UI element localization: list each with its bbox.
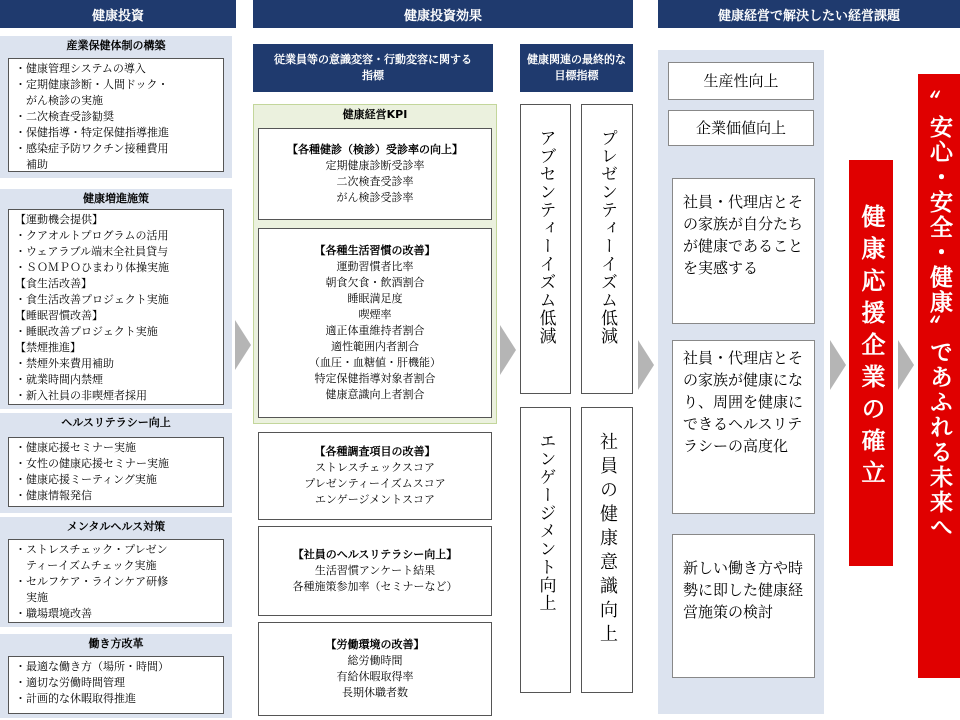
list-item: ・職場環境改善 <box>15 607 92 620</box>
kpi-title: 健康経営KPI <box>342 108 408 121</box>
banner-text: 〞安心・安全・健康〞であふれる未来へ <box>926 90 952 540</box>
list-item: ・計画的な休暇取得推進 <box>15 692 136 705</box>
arrow-right-icon <box>638 340 654 390</box>
section-title: ヘルスリテラシー向上 <box>61 416 171 429</box>
section-list <box>8 209 224 405</box>
kpi-line: 二次検査受診率 <box>336 175 414 188</box>
section-list <box>8 539 224 623</box>
kpi-line: がん検診受診率 <box>336 191 414 204</box>
list-item: ・ウェアラブル端末全社員貸与 <box>15 245 169 258</box>
issue-realize-health: 社員・代理店とその家族が自分たちが健康であることを実感する <box>672 178 815 324</box>
section-title: 産業保健体制の構築 <box>66 39 166 52</box>
issue-corporate-value: 企業価値向上 <box>668 110 814 146</box>
list-item: 実施 <box>15 591 48 604</box>
list-item: 【禁煙推進】 <box>15 341 81 354</box>
list-item: ・ＳＯＭＰＯひまわり体操実施 <box>15 261 169 274</box>
kpi-line: 適性範囲内者割合 <box>331 340 419 353</box>
list-item: ・新入社員の非喫煙者採用 <box>15 389 147 402</box>
issue-new-workstyle: 新しい働き方や時勢に即した健康経営施策の検討 <box>672 534 815 678</box>
kpi-box-literacy <box>258 526 492 616</box>
list-item: ・睡眠改善プロジェクト実施 <box>15 325 158 338</box>
list-item: ・セルフケア・ラインケア研修 <box>15 575 169 588</box>
kpi-line: 喫煙率 <box>358 308 392 321</box>
header-investment: 健康投資 <box>0 0 236 28</box>
kpi-line: 総労働時間 <box>347 654 403 667</box>
issue-productivity: 生産性向上 <box>668 62 814 100</box>
section-title: 健康増進施策 <box>83 192 149 205</box>
kpi-box-lifestyle <box>258 228 492 418</box>
list-item: 補助 <box>15 158 48 171</box>
kpi-line: 定期健康診断受診率 <box>325 159 425 172</box>
kpi-line: 特定保健指導対象者割合 <box>314 372 436 385</box>
section-list <box>8 437 224 507</box>
list-item: ・食生活改善プロジェクト実施 <box>15 293 169 306</box>
list-item: ・就業時間内禁煙 <box>15 373 103 386</box>
list-item: 【食生活改善】 <box>15 277 92 290</box>
kpi-line: エンゲージメントスコア <box>314 493 436 506</box>
arrow-right-icon <box>500 325 516 375</box>
kpi-line: 適正体重維持者割合 <box>325 324 425 337</box>
section-list <box>8 58 224 172</box>
kpi-box-title: 【各種生活習慣の改善】 <box>314 244 436 257</box>
list-item: ・クアオルトプログラムの活用 <box>15 229 169 242</box>
sub-header-targets: 健康関連の最終的な目標指標 <box>520 44 633 92</box>
banner-future <box>918 74 960 678</box>
kpi-line: プレゼンティーイズムスコア <box>304 477 446 490</box>
list-item: ・最適な働き方（場所・時間） <box>15 660 169 673</box>
target-engagement <box>520 407 571 693</box>
banner-text: 健康応援企業の確立 <box>857 204 885 492</box>
kpi-box-title: 【各種健診（検診）受診率の向上】 <box>287 143 463 156</box>
header-effects: 健康投資効果 <box>253 0 633 28</box>
banner-health-support-company <box>849 160 893 566</box>
header-issues: 健康経営で解決したい経営課題 <box>658 0 960 28</box>
list-item: ・ストレスチェック・プレゼン <box>15 543 168 556</box>
target-presenteeism <box>581 104 633 394</box>
sub-header-indicators: 従業員等の意識変容・行動変容に関する指標 <box>253 44 493 92</box>
kpi-line: 各種施策参加率（セミナーなど） <box>292 580 458 593</box>
list-item: がん検診の実施 <box>15 94 103 107</box>
arrow-right-icon <box>830 340 846 390</box>
kpi-box-labor <box>258 622 492 716</box>
left-section-2 <box>0 189 232 409</box>
list-item: ・保健指導・特定保健指導推進 <box>15 126 169 139</box>
kpi-line: 運動習慣者比率 <box>336 260 414 273</box>
arrow-right-icon <box>898 340 914 390</box>
list-item: ・二次検査受診勧奨 <box>15 110 114 123</box>
list-item: ・健康応援ミーティング実施 <box>15 473 157 486</box>
target-text: 社員の健康意識向上 <box>597 432 618 648</box>
list-item: ・健康情報発信 <box>15 489 92 502</box>
kpi-line: （血圧・血糖値・肝機能） <box>309 356 441 369</box>
list-item: ・健康応援セミナー実施 <box>15 441 136 454</box>
section-title: メンタルヘルス対策 <box>66 520 166 533</box>
list-item: ・感染症予防ワクチン接種費用 <box>15 142 169 155</box>
list-item: 【運動機会提供】 <box>15 213 103 226</box>
list-item: 【睡眠習慣改善】 <box>15 309 103 322</box>
kpi-line: 睡眠満足度 <box>347 292 403 305</box>
kpi-box-title: 【各種調査項目の改善】 <box>314 445 436 458</box>
left-section-4 <box>0 517 232 627</box>
section-title: 働き方改革 <box>88 637 144 650</box>
kpi-line: 長期休職者数 <box>342 686 408 699</box>
list-item: ・禁煙外来費用補助 <box>15 357 114 370</box>
arrow-right-icon <box>235 320 251 370</box>
kpi-line: 生活習慣アンケート結果 <box>314 564 436 577</box>
left-section-5 <box>0 634 232 718</box>
issue-health-literacy: 社員・代理店とその家族が健康になり、周囲を健康にできるヘルスリテラシーの高度化 <box>672 340 815 514</box>
list-item: ・健康管理システムの導入 <box>15 62 146 75</box>
target-text: アブセンティーイズム低減 <box>535 129 556 345</box>
kpi-line: 健康意識向上者割合 <box>325 388 425 401</box>
kpi-box-checkup <box>258 128 492 220</box>
kpi-line: 朝食欠食・飲酒割合 <box>325 276 425 289</box>
kpi-box-title: 【社員のヘルスリテラシー向上】 <box>292 548 458 561</box>
list-item: ・適切な労働時間管理 <box>15 676 125 689</box>
left-section-3 <box>0 413 232 513</box>
target-absenteeism <box>520 104 571 394</box>
section-list <box>8 656 224 714</box>
kpi-line: ストレスチェックスコア <box>314 461 435 474</box>
list-item: ティーイズムチェック実施 <box>15 559 157 572</box>
list-item: ・定期健康診断・人間ドック・ <box>15 78 169 91</box>
target-text: エンゲージメント向上 <box>535 432 556 612</box>
kpi-line: 有給休暇取得率 <box>336 670 414 683</box>
target-text: プレゼンティーイズム低減 <box>597 129 617 345</box>
list-item: ・女性の健康応援セミナー実施 <box>15 457 169 470</box>
kpi-box-title: 【労働環境の改善】 <box>325 638 425 651</box>
left-section-1 <box>0 36 232 178</box>
target-health-awareness <box>581 407 633 693</box>
kpi-box-survey <box>258 432 492 520</box>
